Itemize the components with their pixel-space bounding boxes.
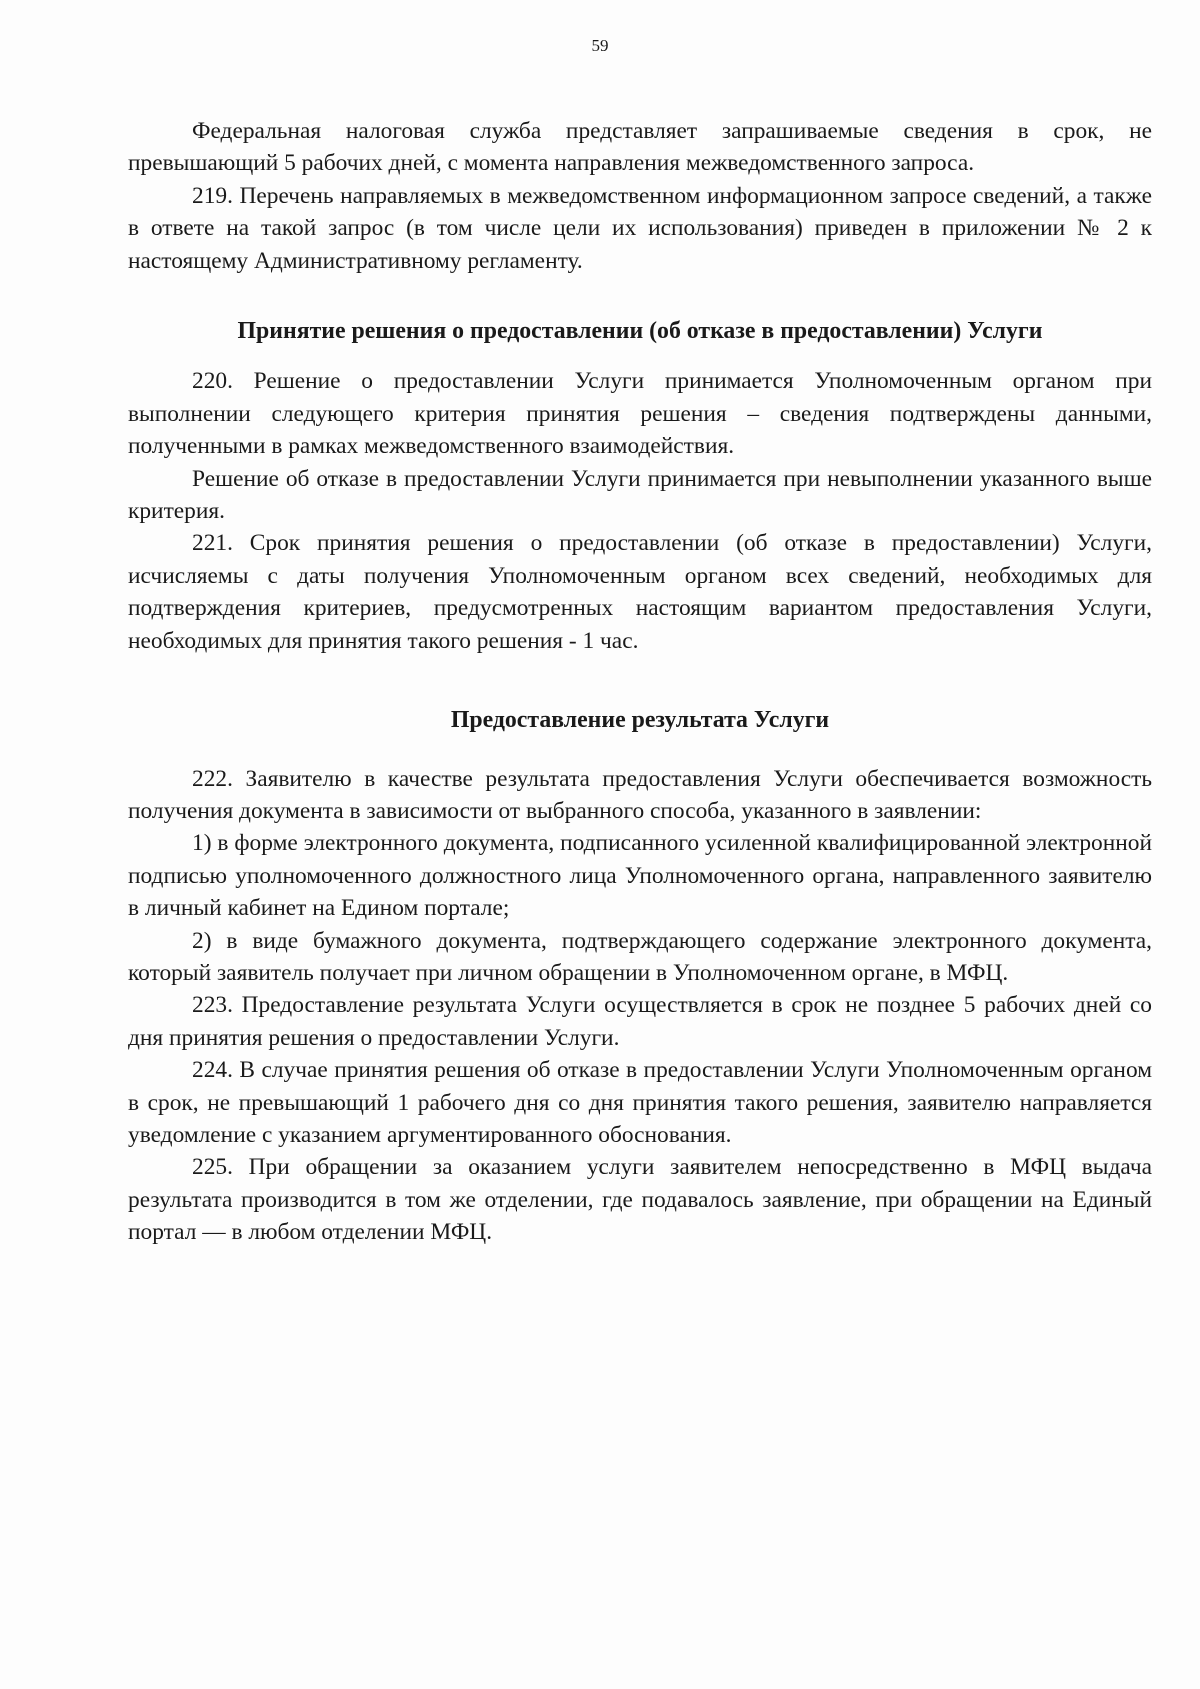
section-heading-decision: Принятие решения о предоставлении (об отказе в предоставлении) Услуги <box>237 318 1043 345</box>
paragraph-220: 220. Решение о предоставлении Услуги принимается Уполномоченным органом при выполнении следующего критерия принятия решения – сведения подтверждены данными, полученными в рамках межведомственного взаимодействия. <box>128 368 1152 460</box>
list-item-paper-document: 2) в виде бумажного документа, подтверждающего содержание электронного документа, который заявитель получает при личном обращении в Уполномоченном органе, в МФЦ. <box>128 927 1152 986</box>
paragraph-223: 223. Предоставление результата Услуги осуществляется в срок не позднее 5 рабочих дней со дня принятия решения о предоставлении Услуги. <box>128 992 1152 1051</box>
paragraph-225: 225. При обращении за оказанием услуги заявителем непосредственно в МФЦ выдача результата производится в том же отделении, где подавалось заявление, при обращении на Единый портал — в любом отделении МФЦ. <box>128 1154 1152 1246</box>
section-heading-result: Предоставление результата Услуги <box>450 707 830 734</box>
paragraph-224: 224. В случае принятия решения об отказе в предоставлении Услуги Уполномоченным органом в срок, не превышающий 1 рабочего дня со дня принятия такого решения, заявителю направляется уведомление с указанием аргументированного обоснования. <box>128 1057 1152 1148</box>
paragraph-219: 219. Перечень направляемых в межведомственном информационном запросе сведений, а также в ответе на такой запрос (в том числе цели их использования) приведен в приложении № 2 к настоящему Административному регламенту. <box>128 182 1152 274</box>
paragraph-222: 222. Заявителю в качестве результата предоставления Услуги обеспечивается возможность получения документа в зависимости от выбранного способа, указанного в заявлении: <box>128 765 1152 824</box>
paragraph-refusal-decision: Решение об отказе в предоставлении Услуги принимается при невыполнении указанного выше критерия. <box>128 465 1152 525</box>
paragraph-221: 221. Срок принятия решения о предоставлении (об отказе в предоставлении) Услуги, исчисляемы с даты получения Уполномоченным органом всех сведений, необходимых для подтверждения критериев, предусмотренных настоящим вариантом предоставления Услуги, необходимых для принятия такого решения - 1 час. <box>128 530 1152 654</box>
document-body <box>128 115 1152 1249</box>
paragraph-fns-deadline: Федеральная налоговая служба представляет запрашиваемые сведения в срок, не превышающий 5 рабочих дней, с момента направления межведомственного запроса. <box>128 118 1152 177</box>
list-item-electronic-document: 1) в форме электронного документа, подписанного усиленной квалифицированной электронной подписью уполномоченного должностного лица Уполномоченного органа, направленного заявителю в личный кабинет на Едином портале; <box>128 830 1152 922</box>
page-number: 59 <box>591 36 609 55</box>
